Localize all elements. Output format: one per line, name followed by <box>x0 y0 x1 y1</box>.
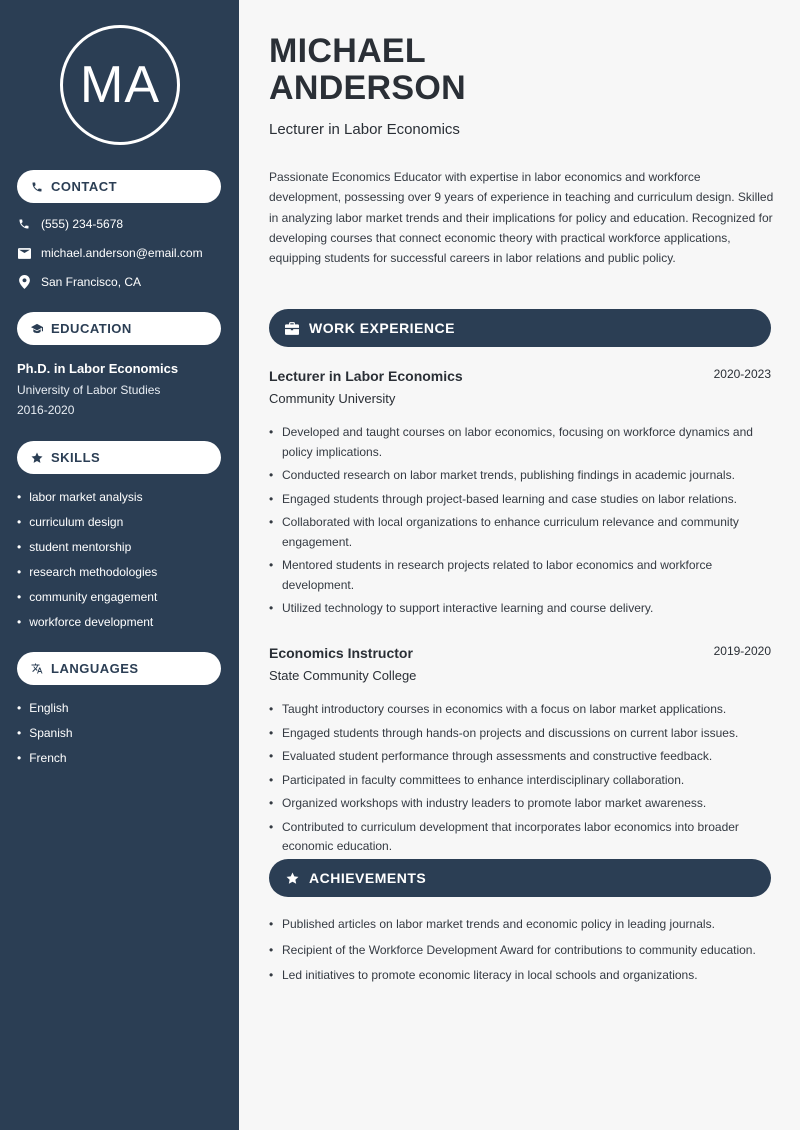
achievement-item: • Published articles on labor market trends and economic policy in leading journals. <box>269 915 774 935</box>
translate-icon <box>31 663 43 675</box>
main-content <box>239 0 800 1130</box>
phone-icon <box>31 181 43 193</box>
briefcase-icon <box>285 322 299 335</box>
job-bullet: • Evaluated student performance through assessments and constructive feedback. <box>269 747 774 767</box>
job-title: Lecturer in Labor Economics <box>269 368 463 384</box>
job-bullet: • Conducted research on labor market trends, publishing findings in academic journals. <box>269 466 774 486</box>
job-title: Economics Instructor <box>269 645 413 661</box>
achievements-title: ACHIEVEMENTS <box>309 870 427 886</box>
sidebar <box>0 0 239 1130</box>
job-bullet: • Developed and taught courses on labor economics, focusing on workforce dynamics and policy implications. <box>269 423 774 462</box>
person-role: Lecturer in Labor Economics <box>269 121 460 138</box>
education-school: University of Labor Studies <box>17 383 161 397</box>
education-years: 2016-2020 <box>17 403 75 417</box>
contact-title: CONTACT <box>51 179 118 194</box>
job-organization: Community University <box>269 391 396 406</box>
skill-item: • research methodologies <box>17 564 157 589</box>
avatar-initials: MA <box>80 56 160 114</box>
star-icon <box>285 872 299 885</box>
job-bullet: • Taught introductory courses in economics with a focus on labor market applications. <box>269 700 774 720</box>
job-dates: 2019-2020 <box>713 644 771 658</box>
skill-item: • curriculum design <box>17 514 157 539</box>
work-experience-header <box>269 309 771 347</box>
name-first: MICHAEL <box>269 32 426 70</box>
avatar <box>60 25 180 145</box>
job-bullet: • Organized workshops with industry leaders to promote labor market awareness. <box>269 794 774 814</box>
job-bullet: • Contributed to curriculum development that incorporates labor economics into broader economic education. <box>269 818 774 857</box>
summary-paragraph: Passionate Economics Educator with expertise in labor economics and workforce development, possessing over 9 years of experience in teaching and curriculum design. Skilled in analyzing labor market trends and their implications for policy and education. Recognized for developing courses that connect economic theory with practical workforce applications, equipping students for successful careers in labor relations and public policy. <box>269 170 774 266</box>
job-bullet: • Utilized technology to support interactive learning and course delivery. <box>269 599 774 619</box>
job-dates: 2020-2023 <box>713 367 771 381</box>
phone-icon <box>17 218 31 230</box>
person-name <box>269 33 466 107</box>
language-item: • French <box>17 750 73 775</box>
work-experience-title: WORK EXPERIENCE <box>309 320 455 336</box>
contact-header <box>17 170 221 203</box>
location-pin-icon <box>17 275 31 289</box>
name-last: ANDERSON <box>269 69 466 107</box>
languages-list <box>17 700 73 775</box>
achievement-item: • Recipient of the Workforce Development Award for contributions to community education. <box>269 941 774 961</box>
skills-header <box>17 441 221 474</box>
skills-title: SKILLS <box>51 450 101 465</box>
skill-item: • student mentorship <box>17 539 157 564</box>
location-text: San Francisco, CA <box>41 275 142 289</box>
graduation-cap-icon <box>31 323 43 335</box>
job-bullet: • Engaged students through hands-on projects and discussions on current labor issues. <box>269 724 774 744</box>
language-item: • English <box>17 700 73 725</box>
achievements-list <box>269 915 774 992</box>
email-text: michael.anderson@email.com <box>41 246 203 260</box>
phone-text: (555) 234-5678 <box>41 217 124 231</box>
language-item: • Spanish <box>17 725 73 750</box>
contact-email <box>17 246 203 260</box>
job-bullet: • Mentored students in research projects related to labor economics and workforce development. <box>269 556 774 595</box>
job-bullets <box>269 700 774 861</box>
email-icon <box>17 248 31 259</box>
job-bullet: • Collaborated with local organizations to enhance curriculum relevance and community engagement. <box>269 513 774 552</box>
job-bullets <box>269 423 774 623</box>
education-header <box>17 312 221 345</box>
skills-list <box>17 489 157 639</box>
contact-location <box>17 275 141 289</box>
skill-item: • labor market analysis <box>17 489 157 514</box>
achievements-header <box>269 859 771 897</box>
star-icon <box>31 452 43 464</box>
skill-item: • workforce development <box>17 614 157 639</box>
languages-header <box>17 652 221 685</box>
contact-phone <box>17 217 123 231</box>
achievement-item: • Led initiatives to promote economic literacy in local schools and organizations. <box>269 966 774 986</box>
job-bullet: • Participated in faculty committees to enhance interdisciplinary collaboration. <box>269 771 774 791</box>
job-organization: State Community College <box>269 668 417 683</box>
job-bullet: • Engaged students through project-based learning and case studies on labor relations. <box>269 490 774 510</box>
languages-title: LANGUAGES <box>51 661 139 676</box>
skill-item: • community engagement <box>17 589 157 614</box>
education-title: EDUCATION <box>51 321 132 336</box>
education-degree: Ph.D. in Labor Economics <box>17 361 179 376</box>
